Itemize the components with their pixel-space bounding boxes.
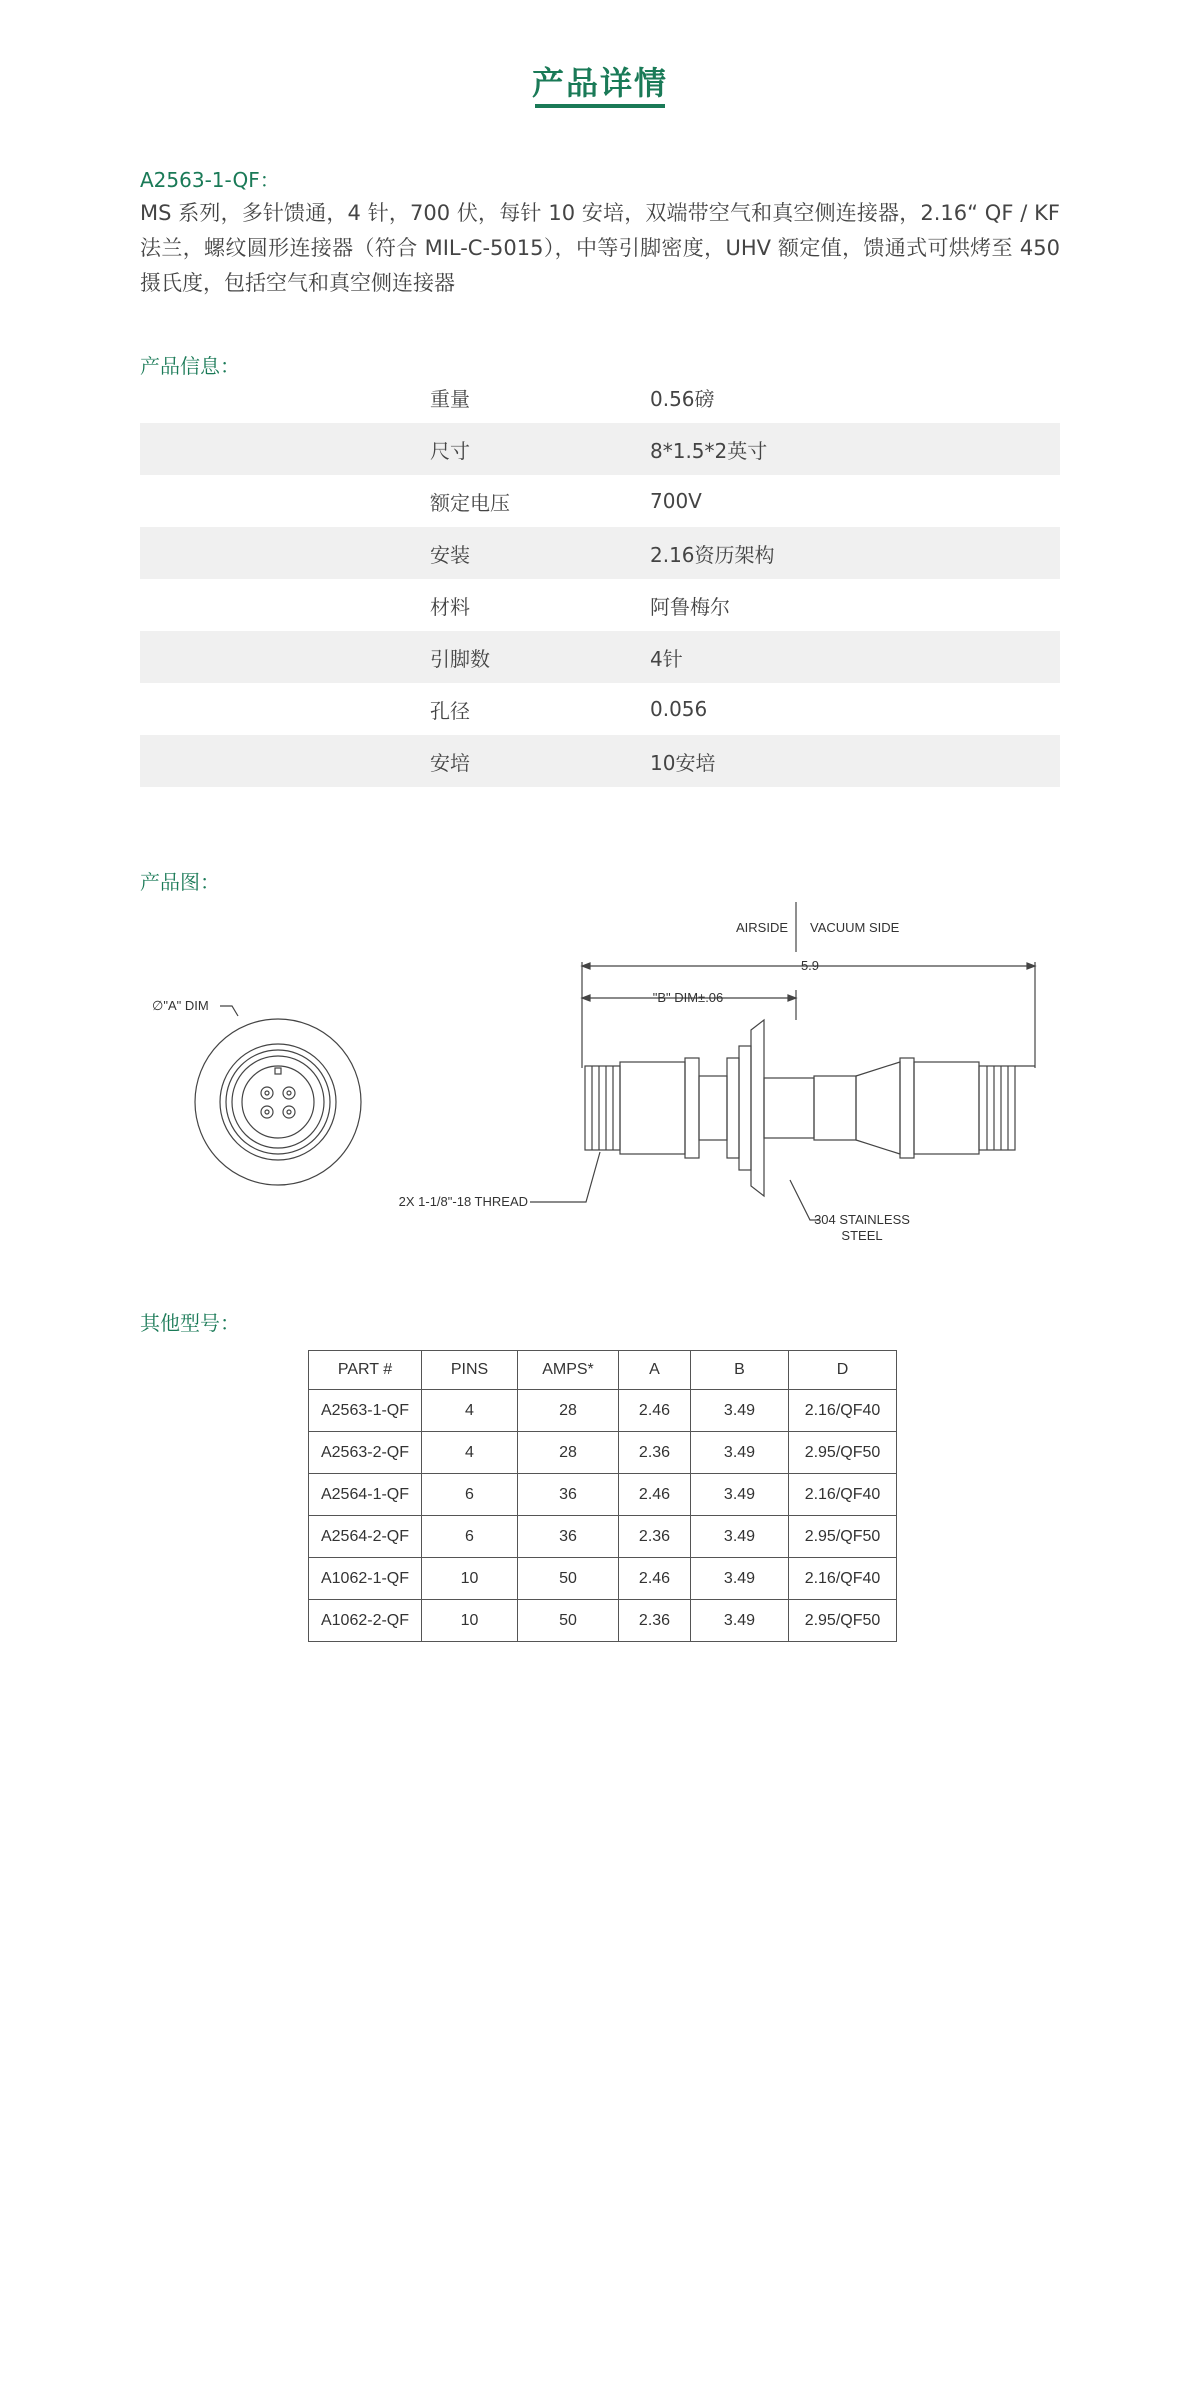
table-cell: 2.16/QF40 [789, 1558, 897, 1600]
table-cell: 10 [422, 1600, 518, 1642]
info-value: 0.56磅 [650, 386, 715, 411]
info-row [140, 735, 1060, 787]
connector-end-view [195, 1006, 361, 1185]
product-drawing [130, 890, 1070, 1270]
info-value: 10安培 [650, 735, 1060, 787]
table-cell: A2564-2-QF [309, 1516, 422, 1558]
table-cell: A2563-1-QF [309, 1390, 422, 1432]
info-key: 尺寸 [140, 423, 650, 475]
table-cell: 3.49 [691, 1516, 789, 1558]
table-cell: A1062-1-QF [309, 1558, 422, 1600]
model-label: A2563-1-QF： [140, 168, 280, 192]
table-row [309, 1558, 897, 1600]
info-key: 安装 [140, 527, 650, 579]
table-row [309, 1474, 897, 1516]
table-header-row [309, 1351, 897, 1390]
material-label-line1: 304 STAINLESS [814, 1212, 910, 1227]
info-key: 孔径 [430, 698, 470, 723]
info-section-label: 产品信息： [140, 354, 240, 378]
b-dim-label: "B" DIM±.06 [652, 990, 724, 1005]
info-row [140, 423, 1060, 475]
table-cell: 2.16/QF40 [789, 1390, 897, 1432]
table-cell: 6 [422, 1516, 518, 1558]
column-header: B [691, 1351, 789, 1390]
table-cell: 10 [422, 1558, 518, 1600]
info-row [140, 579, 1060, 631]
info-key: 引脚数 [140, 631, 650, 683]
table-row [309, 1390, 897, 1432]
table-cell: 4 [422, 1390, 518, 1432]
column-header: A [619, 1351, 691, 1390]
other-models-table [308, 1350, 897, 1642]
table-cell: 2.16/QF40 [789, 1474, 897, 1516]
column-header: PART # [309, 1351, 422, 1390]
title-underline [535, 104, 665, 108]
column-header: AMPS* [518, 1351, 619, 1390]
table-cell: 2.95/QF50 [789, 1600, 897, 1642]
column-header: D [789, 1351, 897, 1390]
table-cell: 36 [518, 1474, 619, 1516]
table-cell: 2.46 [619, 1558, 691, 1600]
table-cell: 2.36 [619, 1516, 691, 1558]
info-row [140, 475, 1060, 527]
a-dim-label: ∅"A" DIM [152, 998, 209, 1013]
table-cell: 50 [518, 1558, 619, 1600]
drawing-section-label: 产品图： [140, 870, 220, 894]
table-cell: A1062-2-QF [309, 1600, 422, 1642]
thread-label: 2X 1-1/8"-18 THREAD [398, 1194, 528, 1209]
table-cell: 6 [422, 1474, 518, 1516]
other-models-section-label: 其他型号： [140, 1311, 240, 1335]
info-key: 重量 [430, 386, 470, 411]
table-cell: 36 [518, 1516, 619, 1558]
table-cell: 2.46 [619, 1390, 691, 1432]
info-value: 2.16资历架构 [650, 527, 1060, 579]
table-row [309, 1432, 897, 1474]
info-row [140, 371, 1060, 423]
airside-label: AIRSIDE [735, 920, 788, 935]
product-info-table [140, 371, 1060, 787]
table-row [309, 1516, 897, 1558]
info-value: 阿鲁梅尔 [650, 594, 730, 619]
table-cell: A2564-1-QF [309, 1474, 422, 1516]
vacuum-side-label: VACUUM SIDE [810, 920, 900, 935]
table-cell: 3.49 [691, 1558, 789, 1600]
info-key: 额定电压 [430, 490, 510, 515]
info-value: 0.056 [650, 697, 708, 721]
material-label-line2: STEEL [841, 1228, 883, 1243]
overall-length-label: 5.9 [800, 958, 820, 973]
table-cell: 50 [518, 1600, 619, 1642]
table-cell: 2.95/QF50 [789, 1432, 897, 1474]
info-value: 8*1.5*2英寸 [650, 423, 1060, 475]
info-row [140, 527, 1060, 579]
table-cell: 3.49 [691, 1432, 789, 1474]
table-cell: 2.36 [619, 1432, 691, 1474]
table-cell: A2563-2-QF [309, 1432, 422, 1474]
info-key: 材料 [430, 594, 470, 619]
table-cell: 4 [422, 1432, 518, 1474]
page-title: 产品详情 [531, 64, 668, 102]
table-cell: 28 [518, 1390, 619, 1432]
table-cell: 3.49 [691, 1390, 789, 1432]
info-row [140, 631, 1060, 683]
table-cell: 2.95/QF50 [789, 1516, 897, 1558]
info-value: 4针 [650, 631, 1060, 683]
table-cell: 2.46 [619, 1474, 691, 1516]
column-header: PINS [422, 1351, 518, 1390]
table-row [309, 1600, 897, 1642]
info-value: 700V [650, 489, 702, 513]
info-row [140, 683, 1060, 735]
table-cell: 28 [518, 1432, 619, 1474]
table-cell: 3.49 [691, 1474, 789, 1516]
product-description: MS 系列，多针馈通，4 针，700 伏，每针 10 安培，双端带空气和真空侧连接器，2.16“ QF / KF 法兰，螺纹圆形连接器（符合 MIL-C-5015），中等引脚密度，UHV 额定值，馈通式可烘烤至 450 摄氏度，包括空气和真空侧连接器 [140, 201, 1060, 295]
feedthrough-side-view [530, 902, 1035, 1220]
info-key: 安培 [140, 735, 650, 787]
table-cell: 3.49 [691, 1600, 789, 1642]
table-cell: 2.36 [619, 1600, 691, 1642]
